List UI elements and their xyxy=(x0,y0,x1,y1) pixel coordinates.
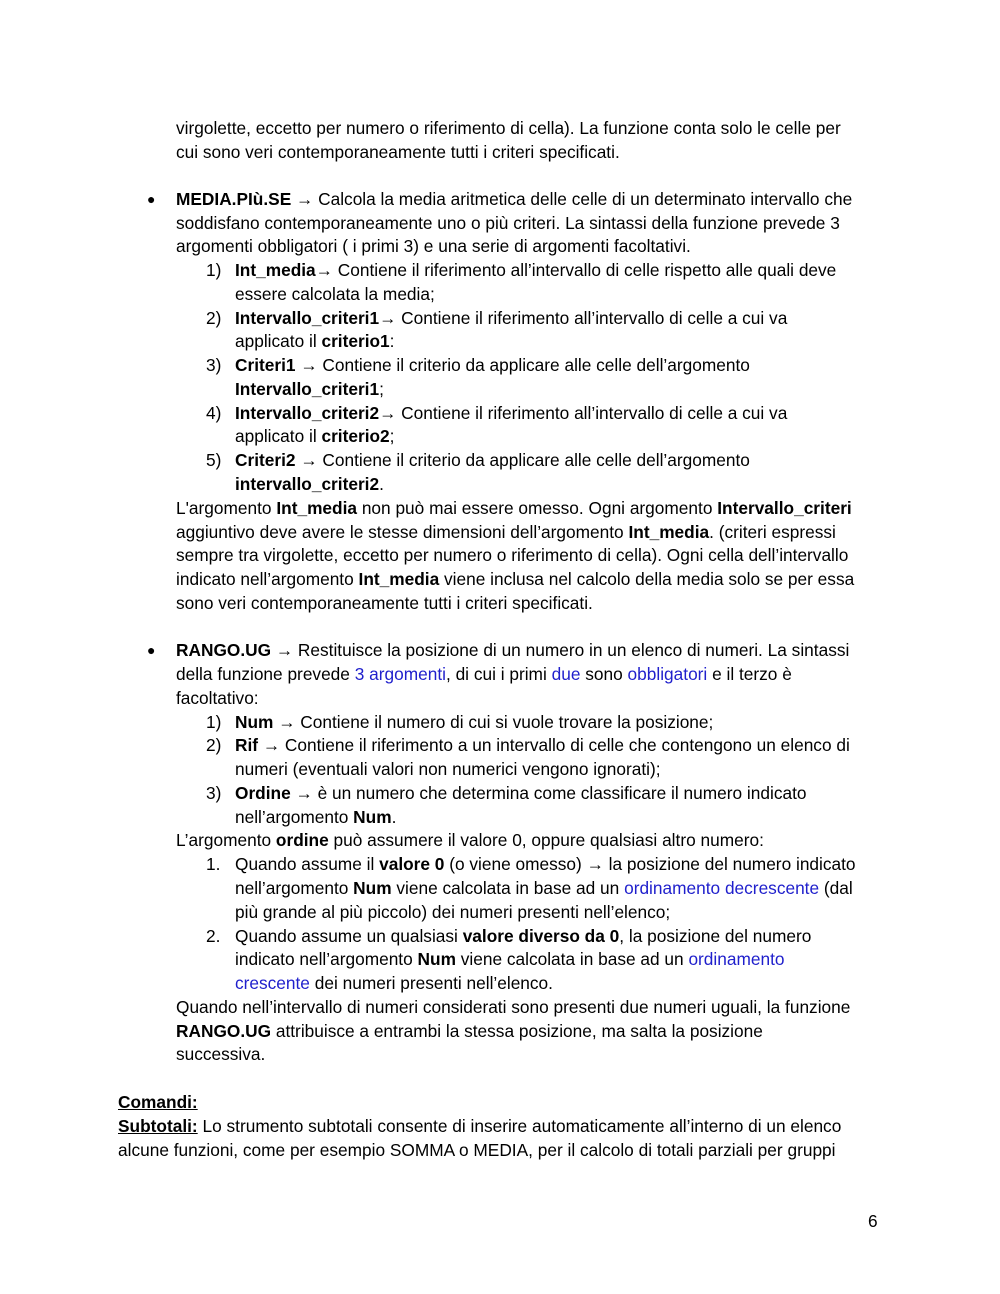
media-note-2 xyxy=(176,521,836,545)
arg-name: Rif xyxy=(235,735,259,755)
media-note-5: sono veri contemporaneamente tutti i criteri specificati. xyxy=(176,593,593,613)
media-arg-3 xyxy=(235,354,750,378)
case-text: Quando assume il xyxy=(235,854,380,874)
rango-arg-3 xyxy=(235,782,807,806)
arg-text: applicato il xyxy=(235,331,322,351)
rango-text: della funzione prevede xyxy=(176,664,355,684)
arg-desc: → Contiene il riferimento all’intervallo di celle a cui va xyxy=(379,308,788,328)
media-desc-1: → Calcola la media aritmetica delle celle di un determinato intervallo che xyxy=(291,189,853,209)
media-arg-2-number: 2) xyxy=(206,308,222,328)
case-highlight: crescente xyxy=(235,973,310,993)
note-text: aggiuntivo deve avere le stesse dimensioni dell’argomento xyxy=(176,522,629,542)
media-arg-2 xyxy=(235,307,787,331)
rango-end-3: successiva. xyxy=(176,1044,266,1064)
subtotali-text: Lo strumento subtotali consente di inserire automaticamente all’interno di un elenco xyxy=(197,1116,842,1136)
comandi-heading: Comandi: xyxy=(118,1092,198,1112)
subtotali-heading: Subtotali: xyxy=(118,1116,198,1136)
case-text: (dal xyxy=(819,878,853,898)
rango-case-2-line-1 xyxy=(235,925,811,949)
rango-text: attribuisce a entrambi la stessa posizione, ma salta la posizione xyxy=(271,1021,763,1041)
arg-punct: ; xyxy=(379,379,384,399)
rango-highlight: obbligatori xyxy=(627,664,708,684)
rango-arg-1 xyxy=(235,711,713,735)
arg-ref: Num xyxy=(353,807,392,827)
media-line-1 xyxy=(176,188,852,212)
case-ref: valore 0 xyxy=(379,854,445,874)
media-line-3: argomenti obbligatori ( i primi 3) e una serie di argomenti facoltativi. xyxy=(176,236,691,256)
case-text: viene calcolata in base ad un xyxy=(391,878,625,898)
media-arg-1 xyxy=(235,259,836,283)
arg-text: nell’argomento xyxy=(235,807,354,827)
rango-line-1 xyxy=(176,639,849,663)
arg-punct: . xyxy=(391,807,397,827)
media-arg-1-cont: essere calcolata la media; xyxy=(235,284,435,304)
case-text: indicato nell’argomento xyxy=(235,949,418,969)
subtotali-line-2: alcune funzioni, come per esempio SOMMA o MEDIA, per il calcolo di totali parziali per gruppi xyxy=(118,1140,836,1160)
arg-punct: : xyxy=(389,331,395,351)
rango-text: può assumere il valore 0, oppure qualsiasi altro numero: xyxy=(328,830,764,850)
note-text: L'argomento xyxy=(176,498,277,518)
note-text: viene inclusa nel calcolo della media solo se per essa xyxy=(439,569,855,589)
arg-punct: ; xyxy=(389,426,395,446)
rango-arg-2 xyxy=(235,734,850,758)
intro-line-2: cui sono veri contemporaneamente tutti i criteri specificati. xyxy=(176,142,620,162)
intro-line-1: virgolette, eccetto per numero o riferimento di cella). La funzione conta solo le celle per xyxy=(176,118,841,138)
note-text: indicato nell’argomento xyxy=(176,569,359,589)
rango-desc-1: → Restituisce la posizione di un numero in un elenco di numeri. La sintassi xyxy=(271,640,850,660)
rango-end-1: Quando nell’intervallo di numeri considerati sono presenti due numeri uguali, la funzione xyxy=(176,997,851,1017)
arg-name: Intervallo_criteri1 xyxy=(235,308,380,328)
arg-name: Ordine xyxy=(235,783,291,803)
bullet-icon: ● xyxy=(147,642,156,658)
rango-text: sono xyxy=(580,664,628,684)
rango-highlight: due xyxy=(551,664,581,684)
arg-desc: → Contiene il numero di cui si vuole trovare la posizione; xyxy=(273,712,714,732)
case-ref: Num xyxy=(353,878,392,898)
page-number: 6 xyxy=(868,1211,878,1231)
media-arg-2-cont xyxy=(235,330,394,354)
rango-ref: ordine xyxy=(275,830,329,850)
arg-ref: intervallo_criteri2 xyxy=(235,474,380,494)
arg-desc: → Contiene il riferimento a un intervallo di celle che contengono un elenco di xyxy=(258,735,850,755)
arg-desc: → Contiene il criterio da applicare alle celle dell’argomento xyxy=(295,450,750,470)
media-arg-1-number: 1) xyxy=(206,260,222,280)
media-arg-4-number: 4) xyxy=(206,403,222,423)
arg-name: Intervallo_criteri2 xyxy=(235,403,380,423)
rango-case-2-number: 2. xyxy=(206,926,221,946)
arg-name: Criteri2 xyxy=(235,450,296,470)
arg-ref: criterio2 xyxy=(321,426,390,446)
rango-case-2-line-2 xyxy=(235,948,785,972)
case-text: nell’argomento xyxy=(235,878,354,898)
rango-arg-1-number: 1) xyxy=(206,712,222,732)
media-note-1 xyxy=(176,497,852,521)
media-title: MEDIA.PIù.SE xyxy=(176,189,292,209)
rango-line-2 xyxy=(176,663,792,687)
arg-text: applicato il xyxy=(235,426,322,446)
arg-desc: → è un numero che determina come classificare il numero indicato xyxy=(290,783,807,803)
rango-arg-3-cont xyxy=(235,806,396,830)
rango-case-1-line-1 xyxy=(235,853,856,877)
media-note-3: sempre tra virgolette, eccetto per numero o riferimento di cella). Ogni cella dell’intervallo xyxy=(176,545,849,565)
rango-ref: RANGO.UG xyxy=(176,1021,272,1041)
case-highlight: ordinamento decrescente xyxy=(624,878,820,898)
case-text: , la posizione del numero xyxy=(619,926,812,946)
case-ref: Num xyxy=(417,949,456,969)
rango-arg-2-cont: numeri (eventuali valori non numerici vengono ignorati); xyxy=(235,759,661,779)
rango-text: e il terzo è xyxy=(707,664,792,684)
note-ref: Int_media xyxy=(358,569,440,589)
case-text: (o viene omesso) → la posizione del numero indicato xyxy=(444,854,856,874)
case-text: viene calcolata in base ad un xyxy=(455,949,689,969)
media-note-4 xyxy=(176,568,854,592)
note-ref: Int_media xyxy=(276,498,358,518)
media-line-2: soddisfano contemporaneamente uno o più criteri. La sintassi della funzione prevede 3 xyxy=(176,213,840,233)
rango-end-2 xyxy=(176,1020,763,1044)
rango-text: L’argomento xyxy=(176,830,276,850)
case-ref: valore diverso da 0 xyxy=(462,926,620,946)
rango-text: , di cui i primi xyxy=(445,664,552,684)
media-arg-5 xyxy=(235,449,750,473)
rango-highlight: 3 argomenti xyxy=(354,664,446,684)
media-arg-3-number: 3) xyxy=(206,355,222,375)
case-text: dei numeri presenti nell’elenco. xyxy=(309,973,553,993)
arg-name: Criteri1 xyxy=(235,355,296,375)
media-arg-3-cont xyxy=(235,378,384,402)
arg-ref: Intervallo_criteri1 xyxy=(235,379,380,399)
note-text: non può mai essere omesso. Ogni argomento xyxy=(357,498,718,518)
rango-title: RANGO.UG xyxy=(176,640,272,660)
arg-ref: criterio1 xyxy=(321,331,390,351)
note-ref: Int_media xyxy=(628,522,710,542)
rango-case-2-line-3 xyxy=(235,972,553,996)
note-text: . (criteri espressi xyxy=(709,522,836,542)
case-highlight: ordinamento xyxy=(688,949,785,969)
arg-desc: → Contiene il criterio da applicare alle celle dell’argomento xyxy=(295,355,750,375)
media-arg-5-number: 5) xyxy=(206,450,222,470)
rango-line-3: facoltativo: xyxy=(176,688,259,708)
rango-case-1-line-3: più grande al più piccolo) dei numeri presenti nell’elenco; xyxy=(235,902,671,922)
arg-punct: . xyxy=(379,474,384,494)
media-arg-4 xyxy=(235,402,787,426)
arg-desc: → Contiene il riferimento all’intervallo di celle rispetto alle quali deve xyxy=(315,260,837,280)
arg-desc: → Contiene il riferimento all’intervallo di celle a cui va xyxy=(379,403,788,423)
arg-name: Int_media xyxy=(235,260,316,280)
arg-name: Num xyxy=(235,712,274,732)
rango-case-1-line-2 xyxy=(235,877,853,901)
bullet-icon: ● xyxy=(147,191,156,207)
rango-arg-2-number: 2) xyxy=(206,735,222,755)
rango-ordine-line xyxy=(176,829,764,853)
rango-case-1-number: 1. xyxy=(206,854,221,874)
note-ref: Intervallo_criteri xyxy=(717,498,852,518)
media-arg-5-cont xyxy=(235,473,384,497)
media-arg-4-cont xyxy=(235,425,394,449)
case-text: Quando assume un qualsiasi xyxy=(235,926,463,946)
subtotali-line-1 xyxy=(118,1115,841,1139)
rango-arg-3-number: 3) xyxy=(206,783,222,803)
